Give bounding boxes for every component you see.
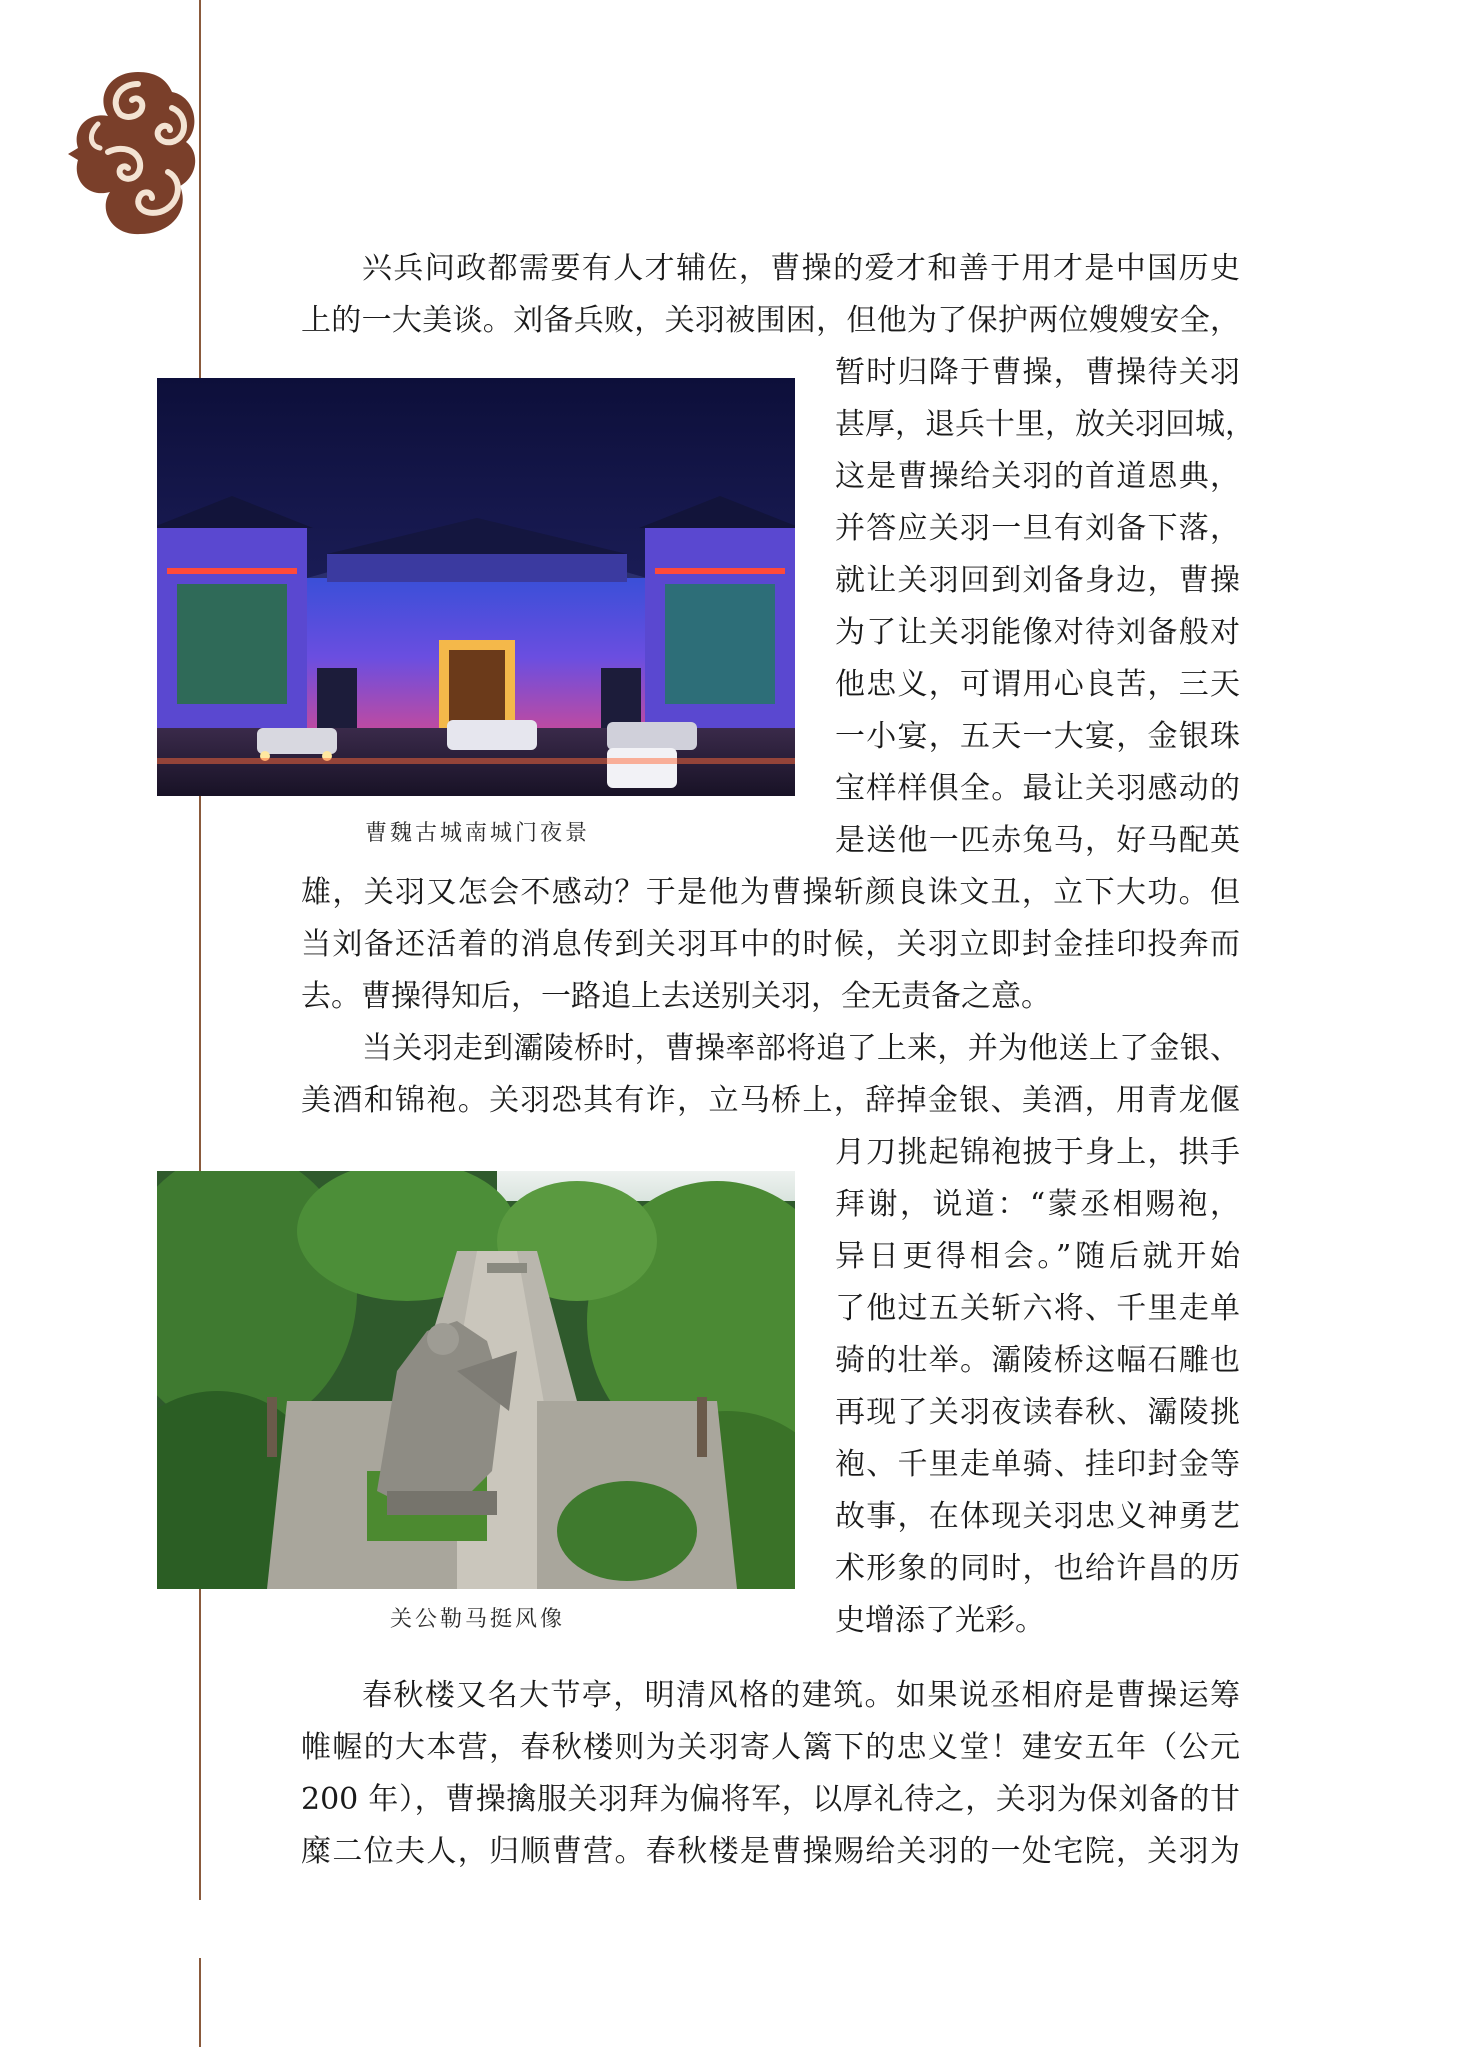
figure-caption: 曹魏古城南城门夜景 xyxy=(365,821,591,846)
guangong-statue-photo xyxy=(157,1171,795,1589)
text-line: 雄，关羽又怎会不感动？于是他为曹操斩颜良诛文丑，立下大功。但 xyxy=(301,875,1240,910)
text-line: 骑的壮举。灞陵桥这幅石雕也 xyxy=(835,1343,1240,1378)
text-line: 拜谢，说道：“蒙丞相赐袍， xyxy=(835,1187,1240,1222)
text-line: 术形象的同时，也给许昌的历 xyxy=(835,1551,1240,1586)
text-line: 上的一大美谈。刘备兵败，关羽被围困，但他为了保护两位嫂嫂安全， xyxy=(301,303,1240,338)
text-line: 春秋楼又名大节亭，明清风格的建筑。如果说丞相府是曹操运筹 xyxy=(362,1678,1240,1713)
text-line: 当关羽走到灞陵桥时，曹操率部将追了上来，并为他送上了金银、 xyxy=(362,1031,1240,1066)
text-line: 为了让关羽能像对待刘备般对 xyxy=(835,615,1240,650)
text-line: 糜二位夫人，归顺曹营。春秋楼是曹操赐给关羽的一处宅院，关羽为 xyxy=(301,1834,1240,1869)
margin-rule xyxy=(199,0,201,1900)
text-line: 一小宴，五天一大宴，金银珠 xyxy=(835,719,1240,754)
text-line: 当刘备还活着的消息传到关羽耳中的时候，关羽立即封金挂印投奔而 xyxy=(301,927,1240,962)
text-line: 200 年），曹操擒服关羽拜为偏将军，以厚礼待之，关羽为保刘备的甘 xyxy=(301,1782,1240,1817)
text-line: 史增添了光彩。 xyxy=(835,1603,1045,1638)
text-line: 兴兵问政都需要有人才辅佐，曹操的爱才和善于用才是中国历史 xyxy=(362,251,1240,286)
margin-rule-bottom xyxy=(199,1958,201,2047)
text-line: 了他过五关斩六将、千里走单 xyxy=(835,1291,1240,1326)
text-line: 甚厚，退兵十里，放关羽回城， xyxy=(835,407,1255,442)
text-line: 暂时归降于曹操，曹操待关羽 xyxy=(835,355,1240,390)
text-line: 他忠义，可谓用心良苦，三天 xyxy=(835,667,1240,702)
text-line: 异日更得相会。”随后就开始 xyxy=(835,1239,1240,1274)
figure-caption: 关公勒马挺风像 xyxy=(390,1607,566,1632)
text-line: 月刀挑起锦袍披于身上，拱手 xyxy=(835,1135,1240,1170)
text-line: 是送他一匹赤兔马，好马配英 xyxy=(835,823,1240,858)
text-line: 袍、千里走单骑、挂印封金等 xyxy=(835,1447,1240,1482)
text-line: 这是曹操给关羽的首道恩典， xyxy=(835,459,1240,494)
text-line: 美酒和锦袍。关羽恐其有诈，立马桥上，辞掉金银、美酒，用青龙偃 xyxy=(301,1083,1240,1118)
text-line: 并答应关羽一旦有刘备下落， xyxy=(835,511,1240,546)
text-line: 去。曹操得知后，一路追上去送别关羽，全无责备之意。 xyxy=(301,979,1051,1014)
text-line: 就让关羽回到刘备身边，曹操 xyxy=(835,563,1240,598)
night-city-gate-photo xyxy=(157,378,795,796)
text-line: 再现了关羽夜读春秋、灞陵挑 xyxy=(835,1395,1240,1430)
auspicious-cloud-icon xyxy=(68,68,206,240)
text-line: 帷幄的大本营，春秋楼则为关羽寄人篱下的忠义堂！建安五年（公元 xyxy=(301,1730,1240,1765)
text-line: 故事，在体现关羽忠义神勇艺 xyxy=(835,1499,1240,1534)
text-line: 宝样样俱全。最让关羽感动的 xyxy=(835,771,1240,806)
